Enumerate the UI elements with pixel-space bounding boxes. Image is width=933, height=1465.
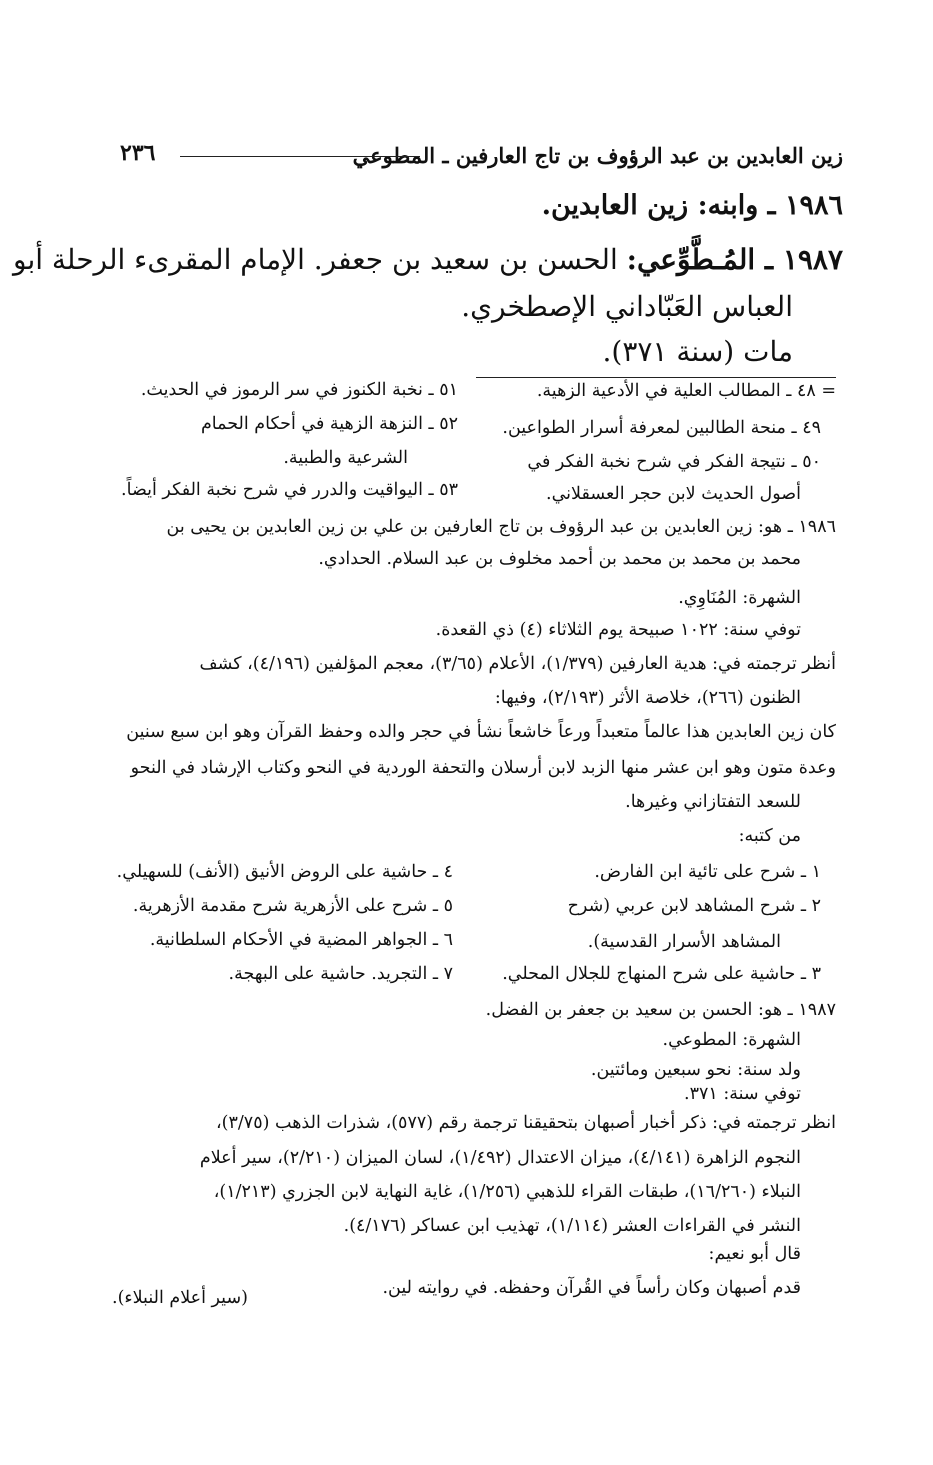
note-1986-line: وعدة متون وهو ابن عشر منها الزبد لابن أرسلان والتحفة الوردية في النحو وكتاب الإرشاد في النحو <box>130 758 836 778</box>
quote-text: قدم أصبهان وكان رأساً في القُرآن وحفظه. في روايته لين. <box>382 1278 801 1298</box>
entry-1987-head: ١٩٨٧ ـ المُـطَّوِّعي: <box>626 243 843 276</box>
book-list-item: ٣ ـ حاشية على شرح المنهاج للجلال المحلي. <box>502 964 821 984</box>
book-list-item: ٦ ـ الجواهر المضية في الأحكام السلطانية. <box>149 930 453 950</box>
note-1986-line: كان زين العابدين هذا عالماً متعبداً ورعاً خاشعاً نشأ في حجر والده وحفظ القرآن وهو ابن سبع سنين <box>126 722 836 742</box>
entry-1986: ١٩٨٦ ـ وابنه: زين العابدين. <box>541 190 843 221</box>
carry-list-item: ٥١ ـ نخبة الكنوز في سر الرموز في الحديث. <box>140 380 458 400</box>
footnote-separator <box>476 377 836 378</box>
carry-list-item: ٥٠ ـ نتيجة الفكر في شرح نخبة الفكر في <box>527 452 821 472</box>
carry-list-item: ٤٩ ـ منحة الطالبين لمعرفة أسرار الطواعين. <box>502 418 821 438</box>
book-list-item: ٤ ـ حاشية على الروض الأنيق (الأنف) للسهيلي. <box>116 862 453 882</box>
book-list-item: ٢ ـ شرح المشاهد لابن عربي (شرح <box>567 896 821 916</box>
note-1987-line: قال أبو نعيم: <box>708 1244 801 1264</box>
carry-list-item: = ٤٨ ـ المطالب العلية في الأدعية الزهية. <box>536 381 836 401</box>
quote-source: (سير أعلام النبلاء). <box>112 1288 248 1308</box>
note-1986-line: محمد بن محمد بن محمد بن أحمد مخلوف بن عبد السلام. الحدادي. <box>318 549 801 569</box>
header-rule <box>180 156 420 157</box>
note-1986-line: الظنون (٢٦٦)، خلاصة الأثر (٢/١٩٣)، وفيها: <box>494 688 801 708</box>
note-1987-line: ١٩٨٧ ـ هو: الحسن بن سعيد بن جعفر بن الفضل. <box>485 1000 836 1020</box>
note-1987-line: انظر ترجمته في: ذكر أخبار أصبهان بتحقيقنا ترجمة رقم (٥٧٧)، شذرات الذهب (٣/٧٥)، <box>216 1113 836 1133</box>
carry-list-item: الشرعية والطبية. <box>283 448 408 468</box>
note-1987-line: النشر في القراءات العشر (١/١١٤)، تهذيب ابن عساكر (٤/١٧٦). <box>343 1216 801 1236</box>
book-list-item: ١ ـ شرح على تائية ابن الفارض. <box>594 862 821 882</box>
note-1987-line: النجوم الزاهرة (٤/١٤١)، ميزان الاعتدال (١/٤٩٢)، لسان الميزان (٢/٢١٠)، سير أعلام <box>199 1148 801 1168</box>
entry-1987-line1 <box>13 243 843 276</box>
note-1987-line: النبلاء (١٦/٢٦٠)، طبقات القراء للذهبي (١/٢٥٦)، غاية النهاية لابن الجزري (١/٢١٣)، <box>213 1182 801 1202</box>
note-1986-line: أنظر ترجمته في: هدية العارفين (١/٣٧٩)، الأعلام (٣/٦٥)، معجم المؤلفين (٤/١٩٦)، كشف <box>199 654 836 674</box>
book-list-item: ٧ ـ التجريد. حاشية على البهجة. <box>228 964 453 984</box>
note-1986-line: توفي سنة: ١٠٢٢ صبيحة يوم الثلاثاء (٤) ذي القعدة. <box>435 620 801 640</box>
note-1987-line: الشهرة: المطوعي. <box>662 1030 801 1050</box>
note-1987-line: توفي سنة: ٣٧١. <box>684 1084 801 1104</box>
entry-1987-line2: العباس العَبّاداني الإصطخري. <box>461 290 793 323</box>
carry-list-item: ٥٣ ـ اليواقيت والدرر في شرح نخبة الفكر أيضاً. <box>121 480 458 500</box>
book-list-item: المشاهد الأسرار القدسية). <box>587 932 781 952</box>
carry-list-item: أصول الحديث لابن حجر العسقلاني. <box>546 484 801 504</box>
note-1986-line: للسعد التفتازاني وغيرها. <box>625 792 801 812</box>
note-1987-line: ولد سنة: نحو سبعين ومائتين. <box>590 1060 801 1080</box>
entry-1987-line3: مات (سنة ٣٧١). <box>602 335 793 368</box>
note-1986-line: من كتبه: <box>738 826 801 846</box>
note-1986-line: ١٩٨٦ ـ هو: زين العابدين بن عبد الرؤوف بن تاج العارفين بن علي بن زين العابدين بن يحيى بن <box>166 517 836 537</box>
running-title: زين العابدين بن عبد الرؤوف بن تاج العارفين ـ المطوعي <box>352 143 843 168</box>
note-1986-line: الشهرة: المُنَاوِي. <box>678 588 801 608</box>
entry-1987-text: الحسن بن سعيد بن جعفر. الإمام المقرىء الرحلة أبو <box>12 243 618 276</box>
page-number: ٢٣٦ <box>120 140 156 166</box>
book-list-item: ٥ ـ شرح على الأزهرية شرح مقدمة الأزهرية. <box>132 896 453 916</box>
carry-list-item: ٥٢ ـ النزهة الزهية في أحكام الحمام <box>200 414 458 434</box>
